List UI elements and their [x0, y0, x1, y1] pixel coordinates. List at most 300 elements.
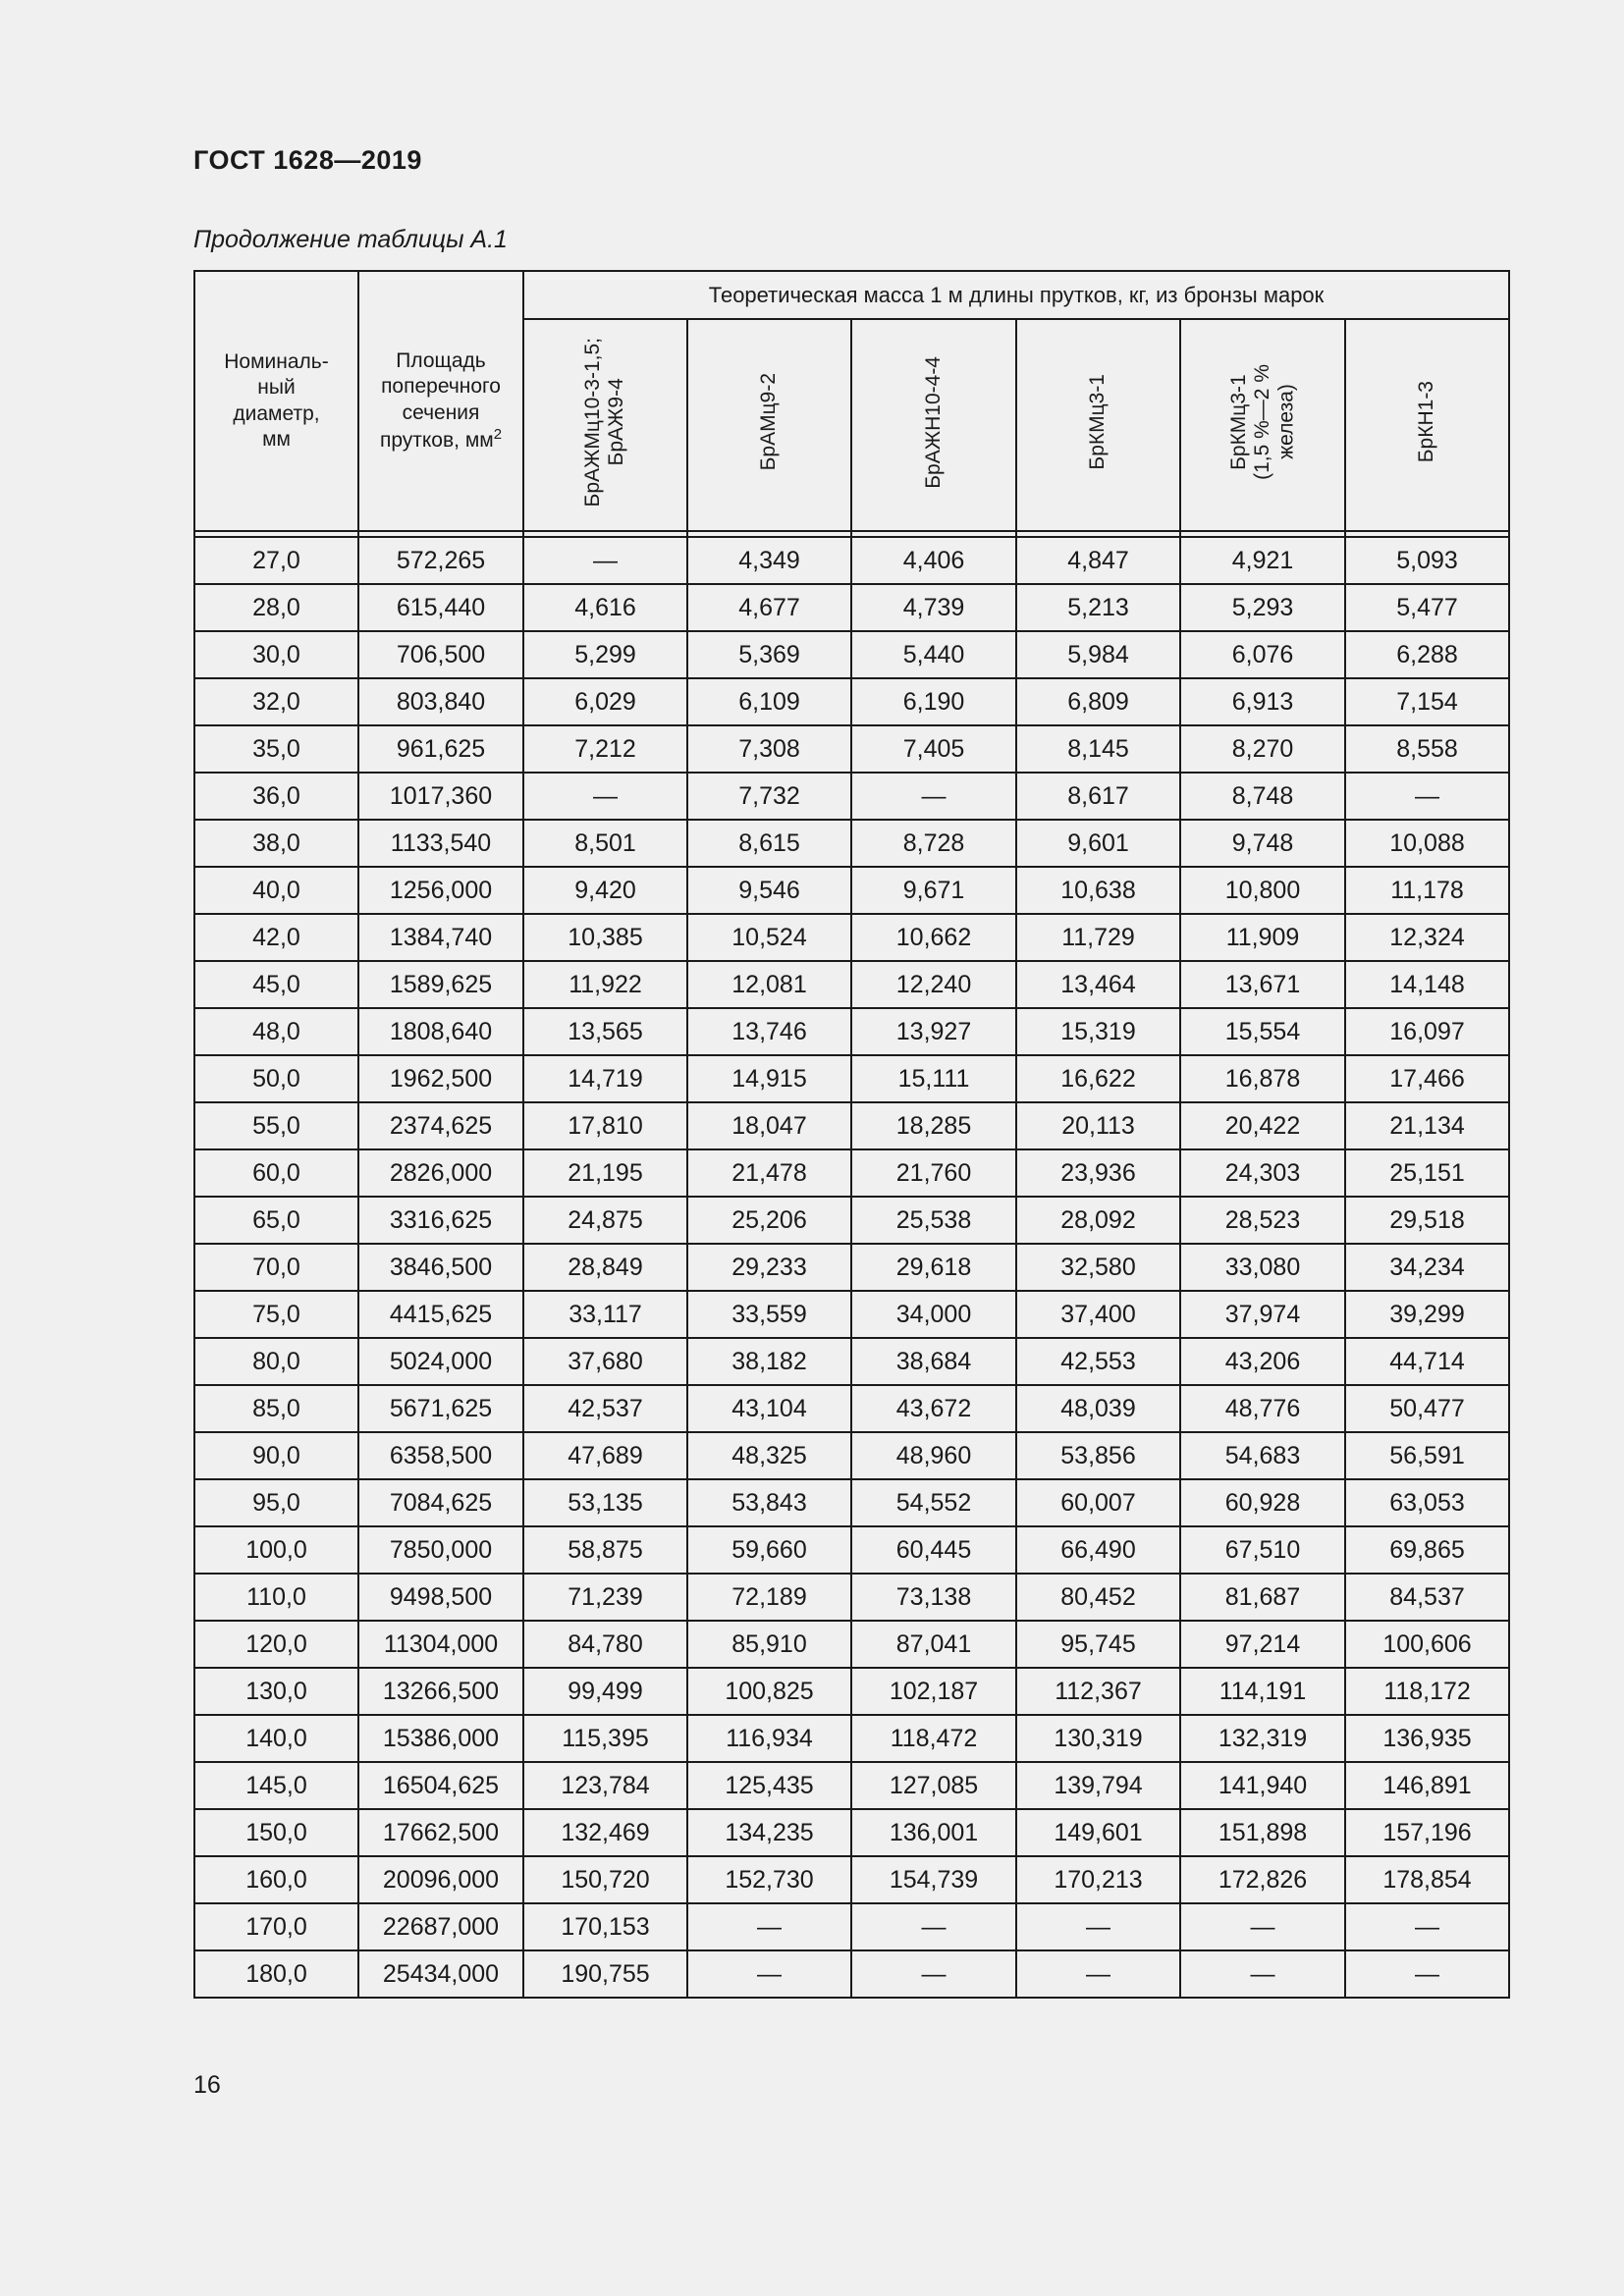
- cell-mass: 154,739: [851, 1856, 1016, 1903]
- cell-diameter: 75,0: [194, 1291, 358, 1338]
- cell-mass: 28,092: [1016, 1197, 1180, 1244]
- cell-mass: —: [1345, 773, 1509, 820]
- cell-mass: 60,445: [851, 1526, 1016, 1574]
- table-row: [194, 1950, 1509, 1998]
- cell-mass: —: [1180, 1950, 1345, 1998]
- cell-mass: 84,537: [1345, 1574, 1509, 1621]
- cell-mass: 48,039: [1016, 1385, 1180, 1432]
- table-row: [194, 1856, 1509, 1903]
- cell-mass: 47,689: [523, 1432, 687, 1479]
- cell-mass: 132,469: [523, 1809, 687, 1856]
- cell-mass: 11,178: [1345, 867, 1509, 914]
- header-area-line: поперечного: [381, 375, 501, 399]
- header-grade: [1180, 319, 1345, 531]
- cell-mass: 6,076: [1180, 631, 1345, 678]
- cell-mass: 8,617: [1016, 773, 1180, 820]
- grade-label-line: БрАЖМц10-3-1,5;: [581, 337, 605, 507]
- cell-diameter: 80,0: [194, 1338, 358, 1385]
- header-diameter-line: диаметр,: [233, 401, 320, 425]
- cell-mass: 29,233: [687, 1244, 851, 1291]
- cell-mass: 33,559: [687, 1291, 851, 1338]
- cell-area: 1256,000: [358, 867, 523, 914]
- cell-area: 4415,625: [358, 1291, 523, 1338]
- cell-area: 20096,000: [358, 1856, 523, 1903]
- cell-mass: 29,518: [1345, 1197, 1509, 1244]
- cell-mass: 18,285: [851, 1102, 1016, 1149]
- cell-mass: 6,109: [687, 678, 851, 725]
- header-area-line: Площадь: [396, 349, 486, 372]
- cell-mass: 10,662: [851, 914, 1016, 961]
- cell-mass: —: [1345, 1903, 1509, 1950]
- header-diameter-line: мм: [262, 427, 291, 451]
- cell-diameter: 150,0: [194, 1809, 358, 1856]
- cell-mass: 66,490: [1016, 1526, 1180, 1574]
- cell-mass: 17,810: [523, 1102, 687, 1149]
- cell-mass: 13,671: [1180, 961, 1345, 1008]
- cell-mass: 8,558: [1345, 725, 1509, 773]
- cell-mass: 24,303: [1180, 1149, 1345, 1197]
- cell-area: 572,265: [358, 537, 523, 584]
- cell-mass: 6,029: [523, 678, 687, 725]
- table-row: [194, 1432, 1509, 1479]
- cell-mass: 12,324: [1345, 914, 1509, 961]
- cell-mass: 4,349: [687, 537, 851, 584]
- cell-mass: 59,660: [687, 1526, 851, 1574]
- cell-mass: 53,135: [523, 1479, 687, 1526]
- header-area-line: сечения: [402, 400, 480, 424]
- cell-mass: 4,616: [523, 584, 687, 631]
- cell-diameter: 60,0: [194, 1149, 358, 1197]
- cell-area: 3316,625: [358, 1197, 523, 1244]
- cell-mass: 16,878: [1180, 1055, 1345, 1102]
- cell-mass: 39,299: [1345, 1291, 1509, 1338]
- cell-mass: 50,477: [1345, 1385, 1509, 1432]
- table-row: [194, 1149, 1509, 1197]
- cell-mass: —: [1345, 1950, 1509, 1998]
- cell-mass: 127,085: [851, 1762, 1016, 1809]
- cell-mass: 87,041: [851, 1621, 1016, 1668]
- cell-mass: 48,960: [851, 1432, 1016, 1479]
- cell-mass: 20,113: [1016, 1102, 1180, 1149]
- cell-mass: 85,910: [687, 1621, 851, 1668]
- cell-area: 13266,500: [358, 1668, 523, 1715]
- grade-label: [1415, 381, 1438, 462]
- cell-mass: —: [1016, 1903, 1180, 1950]
- cell-diameter: 140,0: [194, 1715, 358, 1762]
- cell-mass: 8,145: [1016, 725, 1180, 773]
- cell-mass: 152,730: [687, 1856, 851, 1903]
- cell-mass: 116,934: [687, 1715, 851, 1762]
- cell-diameter: 170,0: [194, 1903, 358, 1950]
- cell-mass: 9,420: [523, 867, 687, 914]
- table-row: [194, 1526, 1509, 1574]
- cell-mass: 11,922: [523, 961, 687, 1008]
- cell-area: 615,440: [358, 584, 523, 631]
- cell-mass: 115,395: [523, 1715, 687, 1762]
- cell-mass: 123,784: [523, 1762, 687, 1809]
- cell-area: 22687,000: [358, 1903, 523, 1950]
- cell-mass: 114,191: [1180, 1668, 1345, 1715]
- grade-label-line: БрКМц3-1: [1226, 374, 1250, 470]
- cell-diameter: 160,0: [194, 1856, 358, 1903]
- cell-mass: —: [523, 537, 687, 584]
- cell-mass: 25,538: [851, 1197, 1016, 1244]
- cell-mass: 37,680: [523, 1338, 687, 1385]
- cell-diameter: 130,0: [194, 1668, 358, 1715]
- cell-mass: 21,478: [687, 1149, 851, 1197]
- cell-mass: 6,288: [1345, 631, 1509, 678]
- cell-mass: 10,524: [687, 914, 851, 961]
- cell-mass: 43,104: [687, 1385, 851, 1432]
- cell-mass: 141,940: [1180, 1762, 1345, 1809]
- cell-mass: 15,111: [851, 1055, 1016, 1102]
- cell-diameter: 180,0: [194, 1950, 358, 1998]
- table-row: [194, 1291, 1509, 1338]
- cell-area: 1133,540: [358, 820, 523, 867]
- cell-mass: 6,809: [1016, 678, 1180, 725]
- cell-mass: 32,580: [1016, 1244, 1180, 1291]
- cell-mass: 9,748: [1180, 820, 1345, 867]
- cell-mass: 48,776: [1180, 1385, 1345, 1432]
- cell-mass: 16,097: [1345, 1008, 1509, 1055]
- cell-area: 1384,740: [358, 914, 523, 961]
- cell-mass: 11,729: [1016, 914, 1180, 961]
- cell-mass: —: [523, 773, 687, 820]
- cell-mass: 95,745: [1016, 1621, 1180, 1668]
- cell-mass: 21,760: [851, 1149, 1016, 1197]
- cell-mass: 10,800: [1180, 867, 1345, 914]
- cell-area: 7084,625: [358, 1479, 523, 1526]
- cell-mass: 4,406: [851, 537, 1016, 584]
- header-area: [358, 271, 523, 531]
- cell-diameter: 65,0: [194, 1197, 358, 1244]
- grade-label-line: (1,5 %—2 %: [1250, 364, 1273, 480]
- header-diameter-line: Номиналь-: [224, 350, 329, 373]
- table-caption: Продолжение таблицы А.1: [193, 226, 508, 253]
- cell-mass: 13,927: [851, 1008, 1016, 1055]
- cell-mass: 170,153: [523, 1903, 687, 1950]
- mass-table: [193, 270, 1510, 1999]
- header-grade: [851, 319, 1016, 531]
- cell-mass: 149,601: [1016, 1809, 1180, 1856]
- cell-area: 5671,625: [358, 1385, 523, 1432]
- cell-mass: 63,053: [1345, 1479, 1509, 1526]
- cell-mass: 14,915: [687, 1055, 851, 1102]
- cell-area: 17662,500: [358, 1809, 523, 1856]
- cell-mass: 4,921: [1180, 537, 1345, 584]
- cell-mass: 102,187: [851, 1668, 1016, 1715]
- cell-mass: 81,687: [1180, 1574, 1345, 1621]
- cell-mass: 28,523: [1180, 1197, 1345, 1244]
- mass-table-container: [193, 270, 1508, 1999]
- cell-mass: 80,452: [1016, 1574, 1180, 1621]
- cell-mass: 9,671: [851, 867, 1016, 914]
- grade-label-line: БрАЖН10-4-4: [921, 355, 945, 489]
- cell-mass: 33,080: [1180, 1244, 1345, 1291]
- cell-mass: 42,553: [1016, 1338, 1180, 1385]
- table-row: [194, 1809, 1509, 1856]
- cell-diameter: 27,0: [194, 537, 358, 584]
- cell-mass: 71,239: [523, 1574, 687, 1621]
- table-row: [194, 914, 1509, 961]
- cell-mass: 84,780: [523, 1621, 687, 1668]
- cell-mass: 8,270: [1180, 725, 1345, 773]
- grade-label: [1086, 374, 1110, 470]
- cell-mass: 8,728: [851, 820, 1016, 867]
- grade-label: [757, 373, 781, 470]
- header-diameter: [194, 271, 358, 531]
- cell-diameter: 35,0: [194, 725, 358, 773]
- cell-mass: 112,367: [1016, 1668, 1180, 1715]
- cell-mass: 118,472: [851, 1715, 1016, 1762]
- cell-mass: 5,213: [1016, 584, 1180, 631]
- cell-mass: 8,615: [687, 820, 851, 867]
- cell-mass: 58,875: [523, 1526, 687, 1574]
- cell-mass: 130,319: [1016, 1715, 1180, 1762]
- cell-diameter: 48,0: [194, 1008, 358, 1055]
- cell-mass: —: [851, 773, 1016, 820]
- cell-mass: 146,891: [1345, 1762, 1509, 1809]
- cell-diameter: 36,0: [194, 773, 358, 820]
- cell-diameter: 85,0: [194, 1385, 358, 1432]
- cell-mass: 13,746: [687, 1008, 851, 1055]
- cell-mass: —: [687, 1903, 851, 1950]
- grade-label: [1227, 364, 1298, 480]
- cell-mass: 33,117: [523, 1291, 687, 1338]
- table-row: [194, 631, 1509, 678]
- cell-mass: 172,826: [1180, 1856, 1345, 1903]
- cell-area: 15386,000: [358, 1715, 523, 1762]
- cell-mass: 118,172: [1345, 1668, 1509, 1715]
- cell-mass: 43,206: [1180, 1338, 1345, 1385]
- header-diameter-line: ный: [257, 376, 296, 400]
- cell-mass: 5,984: [1016, 631, 1180, 678]
- cell-mass: 21,195: [523, 1149, 687, 1197]
- cell-mass: 60,928: [1180, 1479, 1345, 1526]
- cell-mass: 10,385: [523, 914, 687, 961]
- cell-mass: 6,913: [1180, 678, 1345, 725]
- cell-mass: 9,601: [1016, 820, 1180, 867]
- cell-mass: 48,325: [687, 1432, 851, 1479]
- header-grade: [523, 319, 687, 531]
- table-row: [194, 1338, 1509, 1385]
- cell-mass: 54,552: [851, 1479, 1016, 1526]
- cell-mass: 42,537: [523, 1385, 687, 1432]
- cell-mass: 60,007: [1016, 1479, 1180, 1526]
- cell-mass: 5,299: [523, 631, 687, 678]
- cell-mass: 5,369: [687, 631, 851, 678]
- cell-area: 5024,000: [358, 1338, 523, 1385]
- cell-mass: 136,001: [851, 1809, 1016, 1856]
- cell-mass: 170,213: [1016, 1856, 1180, 1903]
- page-number: 16: [193, 2071, 221, 2099]
- table-row: [194, 1385, 1509, 1432]
- cell-mass: 178,854: [1345, 1856, 1509, 1903]
- cell-mass: 23,936: [1016, 1149, 1180, 1197]
- cell-mass: 37,974: [1180, 1291, 1345, 1338]
- table-row: [194, 867, 1509, 914]
- cell-mass: 99,499: [523, 1668, 687, 1715]
- cell-area: 803,840: [358, 678, 523, 725]
- grade-label-line: БрКН1-3: [1415, 381, 1438, 463]
- cell-mass: 53,856: [1016, 1432, 1180, 1479]
- table-row: [194, 1008, 1509, 1055]
- table-row: [194, 773, 1509, 820]
- cell-area: 16504,625: [358, 1762, 523, 1809]
- cell-diameter: 90,0: [194, 1432, 358, 1479]
- table-row: [194, 1762, 1509, 1809]
- header-grade: [687, 319, 851, 531]
- cell-area: 961,625: [358, 725, 523, 773]
- cell-mass: 100,606: [1345, 1621, 1509, 1668]
- cell-area: 6358,500: [358, 1432, 523, 1479]
- cell-mass: 157,196: [1345, 1809, 1509, 1856]
- table-row: [194, 537, 1509, 584]
- cell-mass: 12,240: [851, 961, 1016, 1008]
- cell-diameter: 145,0: [194, 1762, 358, 1809]
- cell-mass: 20,422: [1180, 1102, 1345, 1149]
- cell-diameter: 95,0: [194, 1479, 358, 1526]
- cell-mass: 5,440: [851, 631, 1016, 678]
- cell-mass: 28,849: [523, 1244, 687, 1291]
- cell-area: 11304,000: [358, 1621, 523, 1668]
- cell-mass: 37,400: [1016, 1291, 1180, 1338]
- cell-diameter: 42,0: [194, 914, 358, 961]
- cell-mass: 14,148: [1345, 961, 1509, 1008]
- cell-diameter: 120,0: [194, 1621, 358, 1668]
- cell-diameter: 110,0: [194, 1574, 358, 1621]
- cell-area: 7850,000: [358, 1526, 523, 1574]
- cell-mass: 11,909: [1180, 914, 1345, 961]
- cell-mass: 6,190: [851, 678, 1016, 725]
- cell-area: 706,500: [358, 631, 523, 678]
- cell-mass: 139,794: [1016, 1762, 1180, 1809]
- header-grade: [1345, 319, 1509, 531]
- cell-mass: 34,000: [851, 1291, 1016, 1338]
- cell-mass: 7,154: [1345, 678, 1509, 725]
- cell-area: 1589,625: [358, 961, 523, 1008]
- cell-diameter: 70,0: [194, 1244, 358, 1291]
- cell-diameter: 32,0: [194, 678, 358, 725]
- grade-label: [581, 338, 628, 507]
- cell-mass: 53,843: [687, 1479, 851, 1526]
- cell-mass: 4,677: [687, 584, 851, 631]
- cell-mass: 12,081: [687, 961, 851, 1008]
- cell-mass: 7,405: [851, 725, 1016, 773]
- cell-mass: 29,618: [851, 1244, 1016, 1291]
- table-row: [194, 1055, 1509, 1102]
- cell-mass: 190,755: [523, 1950, 687, 1998]
- cell-diameter: 55,0: [194, 1102, 358, 1149]
- grade-label-line: БрКМц3-1: [1086, 374, 1110, 470]
- table-row: [194, 820, 1509, 867]
- table-row: [194, 1479, 1509, 1526]
- grade-label: [922, 356, 946, 489]
- header-area-line: прутков, $мм^2$: [379, 425, 503, 452]
- cell-mass: 136,935: [1345, 1715, 1509, 1762]
- table-row: [194, 1715, 1509, 1762]
- cell-mass: 21,134: [1345, 1102, 1509, 1149]
- cell-mass: —: [687, 1950, 851, 1998]
- cell-area: 9498,500: [358, 1574, 523, 1621]
- table-row: [194, 678, 1509, 725]
- table-row: [194, 725, 1509, 773]
- cell-mass: 15,554: [1180, 1008, 1345, 1055]
- cell-area: 1962,500: [358, 1055, 523, 1102]
- cell-area: 1808,640: [358, 1008, 523, 1055]
- cell-mass: 13,464: [1016, 961, 1180, 1008]
- cell-mass: 10,088: [1345, 820, 1509, 867]
- cell-mass: 13,565: [523, 1008, 687, 1055]
- cell-mass: 34,234: [1345, 1244, 1509, 1291]
- cell-mass: 16,622: [1016, 1055, 1180, 1102]
- cell-diameter: 45,0: [194, 961, 358, 1008]
- cell-mass: —: [1016, 1950, 1180, 1998]
- cell-mass: 5,293: [1180, 584, 1345, 631]
- cell-mass: 4,847: [1016, 537, 1180, 584]
- cell-area: 2374,625: [358, 1102, 523, 1149]
- cell-mass: 38,684: [851, 1338, 1016, 1385]
- cell-diameter: 28,0: [194, 584, 358, 631]
- cell-mass: 25,151: [1345, 1149, 1509, 1197]
- cell-mass: 8,501: [523, 820, 687, 867]
- cell-mass: —: [851, 1903, 1016, 1950]
- cell-mass: 67,510: [1180, 1526, 1345, 1574]
- table-row: [194, 1102, 1509, 1149]
- cell-mass: 9,546: [687, 867, 851, 914]
- cell-mass: 132,319: [1180, 1715, 1345, 1762]
- header-grade: [1016, 319, 1180, 531]
- cell-mass: 10,638: [1016, 867, 1180, 914]
- cell-mass: 8,748: [1180, 773, 1345, 820]
- table-row: [194, 961, 1509, 1008]
- cell-mass: 7,308: [687, 725, 851, 773]
- header-grade-group: Теоретическая масса 1 м длины прутков, кг, из бронзы марок: [523, 271, 1509, 319]
- cell-mass: 44,714: [1345, 1338, 1509, 1385]
- cell-area: 2826,000: [358, 1149, 523, 1197]
- table-row: [194, 1668, 1509, 1715]
- table-row: [194, 584, 1509, 631]
- cell-mass: 38,182: [687, 1338, 851, 1385]
- table-row: [194, 1903, 1509, 1950]
- cell-mass: 134,235: [687, 1809, 851, 1856]
- cell-mass: 125,435: [687, 1762, 851, 1809]
- cell-mass: 14,719: [523, 1055, 687, 1102]
- cell-mass: 18,047: [687, 1102, 851, 1149]
- cell-mass: 150,720: [523, 1856, 687, 1903]
- cell-mass: 151,898: [1180, 1809, 1345, 1856]
- cell-mass: 4,739: [851, 584, 1016, 631]
- cell-area: 3846,500: [358, 1244, 523, 1291]
- grade-label-line: БрАМц9-2: [757, 373, 781, 471]
- cell-mass: 73,138: [851, 1574, 1016, 1621]
- cell-mass: —: [851, 1950, 1016, 1998]
- cell-mass: 7,732: [687, 773, 851, 820]
- table-row: [194, 1244, 1509, 1291]
- grade-label-line: БрАЖ9-4: [605, 378, 628, 466]
- cell-mass: 7,212: [523, 725, 687, 773]
- cell-diameter: 38,0: [194, 820, 358, 867]
- cell-area: 25434,000: [358, 1950, 523, 1998]
- cell-mass: 54,683: [1180, 1432, 1345, 1479]
- cell-diameter: 50,0: [194, 1055, 358, 1102]
- table-row: [194, 1621, 1509, 1668]
- cell-area: 1017,360: [358, 773, 523, 820]
- table-row: [194, 1197, 1509, 1244]
- cell-mass: 15,319: [1016, 1008, 1180, 1055]
- cell-mass: 24,875: [523, 1197, 687, 1244]
- cell-mass: 97,214: [1180, 1621, 1345, 1668]
